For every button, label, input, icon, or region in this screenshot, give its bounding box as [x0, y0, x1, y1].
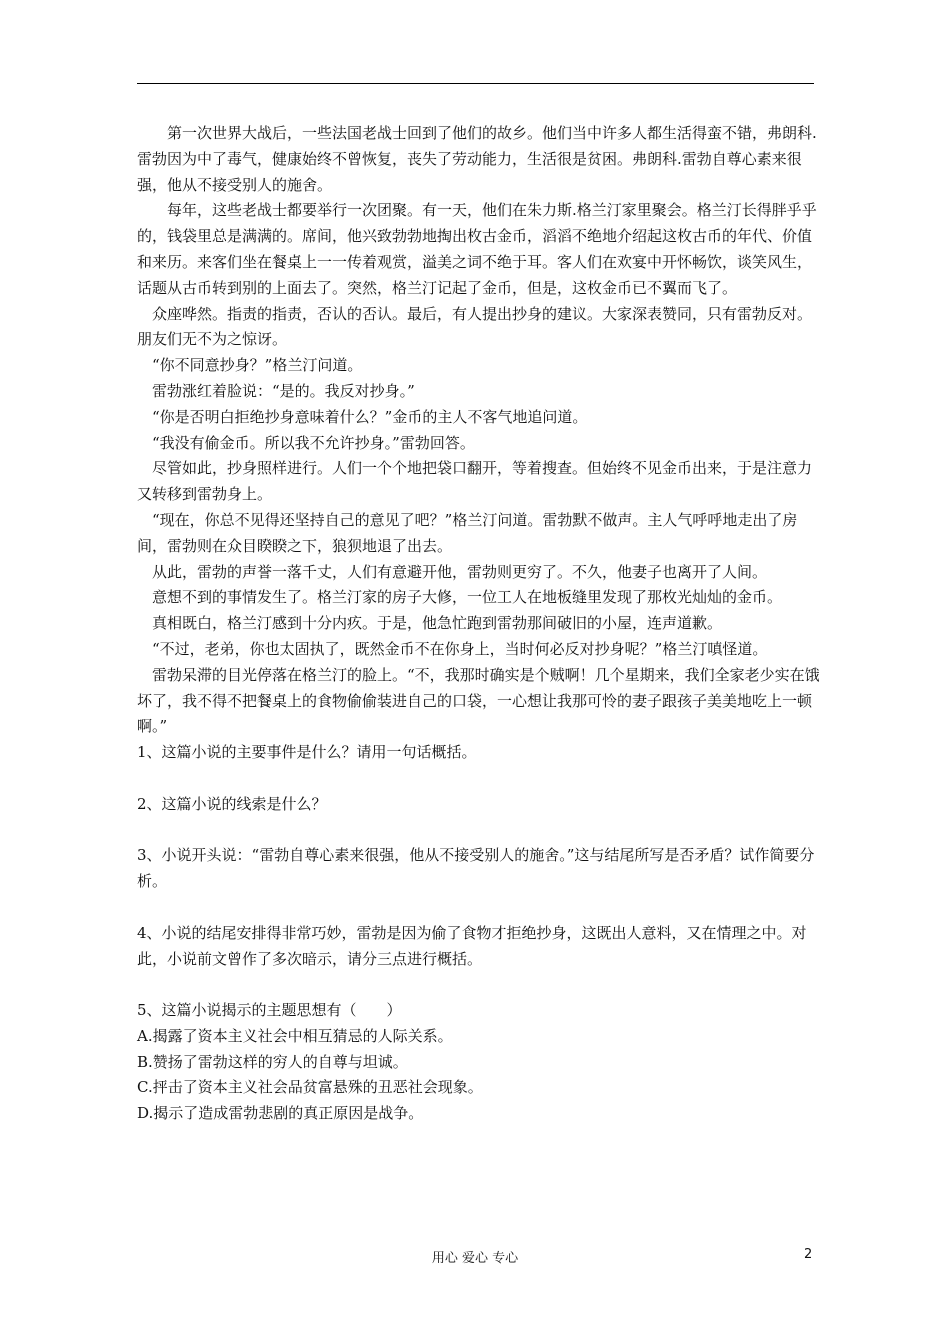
passage-paragraph: 雷勃呆滞的目光停落在格兰汀的脸上。“不，我那时确实是个贼啊！几个星期来，我们全家老少实在饿坏了，我不得不把餐桌上的食物偷偷装进自己的口袋，一心想让我那可怜的妻子跟孩子美美地吃上一顿啊。” [137, 665, 820, 736]
passage-paragraph: 意想不到的事情发生了。格兰汀家的房子大修，一位工人在地板缝里发现了那枚光灿灿的金币。 [152, 588, 783, 607]
question-3: 3、小说开头说：“雷勃自尊心素来很强，他从不接受别人的施舍。”这与结尾所写是否矛盾？试作简要分析。 [137, 846, 815, 891]
passage-paragraph: 从此，雷勃的声誉一落千丈，人们有意避开他，雷勃则更穷了。不久，他妻子也离开了人间。 [152, 562, 768, 581]
passage-paragraph: “不过，老弟，你也太固执了，既然金币不在你身上，当时何必反对抄身呢？”格兰汀嗔怪道。 [152, 639, 768, 658]
option-d: D.揭示了造成雷勃悲剧的真正原因是战争。 [137, 1104, 424, 1123]
option-b: B.赞扬了雷勃这样的穷人的自尊与坦诚。 [137, 1052, 408, 1071]
passage-paragraph: “我没有偷金币。所以我不允许抄身。”雷勃回答。 [152, 433, 475, 452]
document-body [137, 121, 825, 1127]
footer-motto: 用心 爱心 专心 [431, 1251, 519, 1266]
option-a: A.揭露了资本主义社会中相互猜忌的人际关系。 [137, 1026, 453, 1045]
passage-paragraph: “现在，你总不见得还坚持自己的意见了吧？”格兰汀问道。雷勃默不做声。主人气呼呼地走出了房间，雷勃则在众目睽睽之下，狼狈地退了出去。 [137, 510, 798, 555]
question-5: 5、这篇小说揭示的主题思想有（ ） [137, 1001, 402, 1020]
passage-paragraph: “你不同意抄身？”格兰汀问道。 [152, 356, 363, 375]
passage-paragraph: 真相既白，格兰汀感到十分内疚。于是，他急忙跑到雷勃那间破旧的小屋，连声道歉。 [152, 614, 723, 633]
passage-paragraph: 每年，这些老战士都要举行一次团聚。有一天，他们在朱力斯.格兰汀家里聚会。格兰汀长得胖乎乎的，钱袋里总是满满的。席间，他兴致勃勃地掏出枚古金币，滔滔不绝地介绍起这枚古币的年代、价值和来历。来客们坐在餐桌上一一传着观赏，溢美之词不绝于耳。客人们在欢宴中开怀畅饮，谈笑风生，话题从古币转到别的上面去了。突然，格兰汀记起了金币，但是，这枚金币已不翼而飞了。 [137, 201, 817, 297]
header-rule [137, 83, 814, 84]
passage-paragraph: 第一次世界大战后，一些法国老战士回到了他们的故乡。他们当中许多人都生活得蛮不错，弗朗科.雷勃因为中了毒气，健康始终不曾恢复，丧失了劳动能力，生活很是贫困。弗朗科.雷勃自尊心素来很强，他从不接受别人的施舍。 [137, 124, 817, 194]
question-1: 1、这篇小说的主要事件是什么？请用一句话概括。 [137, 743, 477, 762]
passage-paragraph: 众座哗然。指责的指责，否认的否认。最后，有人提出抄身的建议。大家深表赞同，只有雷勃反对。朋友们无不为之惊讶。 [137, 304, 813, 349]
passage-paragraph: 尽管如此，抄身照样进行。人们一个个地把袋口翻开，等着搜查。但始终不见金币出来，于是注意力又转移到雷勃身上。 [137, 459, 813, 504]
question-4: 4、小说的结尾安排得非常巧妙，雷勃是因为偷了食物才拒绝抄身，这既出人意料，又在情理之中。对此，小说前文曾作了多次暗示，请分三点进行概括。 [137, 923, 807, 968]
option-c: C.抨击了资本主义社会品贫富悬殊的丑恶社会现象。 [137, 1078, 483, 1097]
passage-paragraph: 雷勃涨红着脸说：“是的。我反对抄身。” [152, 381, 415, 400]
page-number: 2 [804, 1247, 813, 1262]
passage-paragraph: “你是否明白拒绝抄身意味着什么？”金币的主人不客气地追问道。 [152, 407, 588, 426]
question-2: 2、这篇小说的线索是什么？ [137, 794, 327, 813]
